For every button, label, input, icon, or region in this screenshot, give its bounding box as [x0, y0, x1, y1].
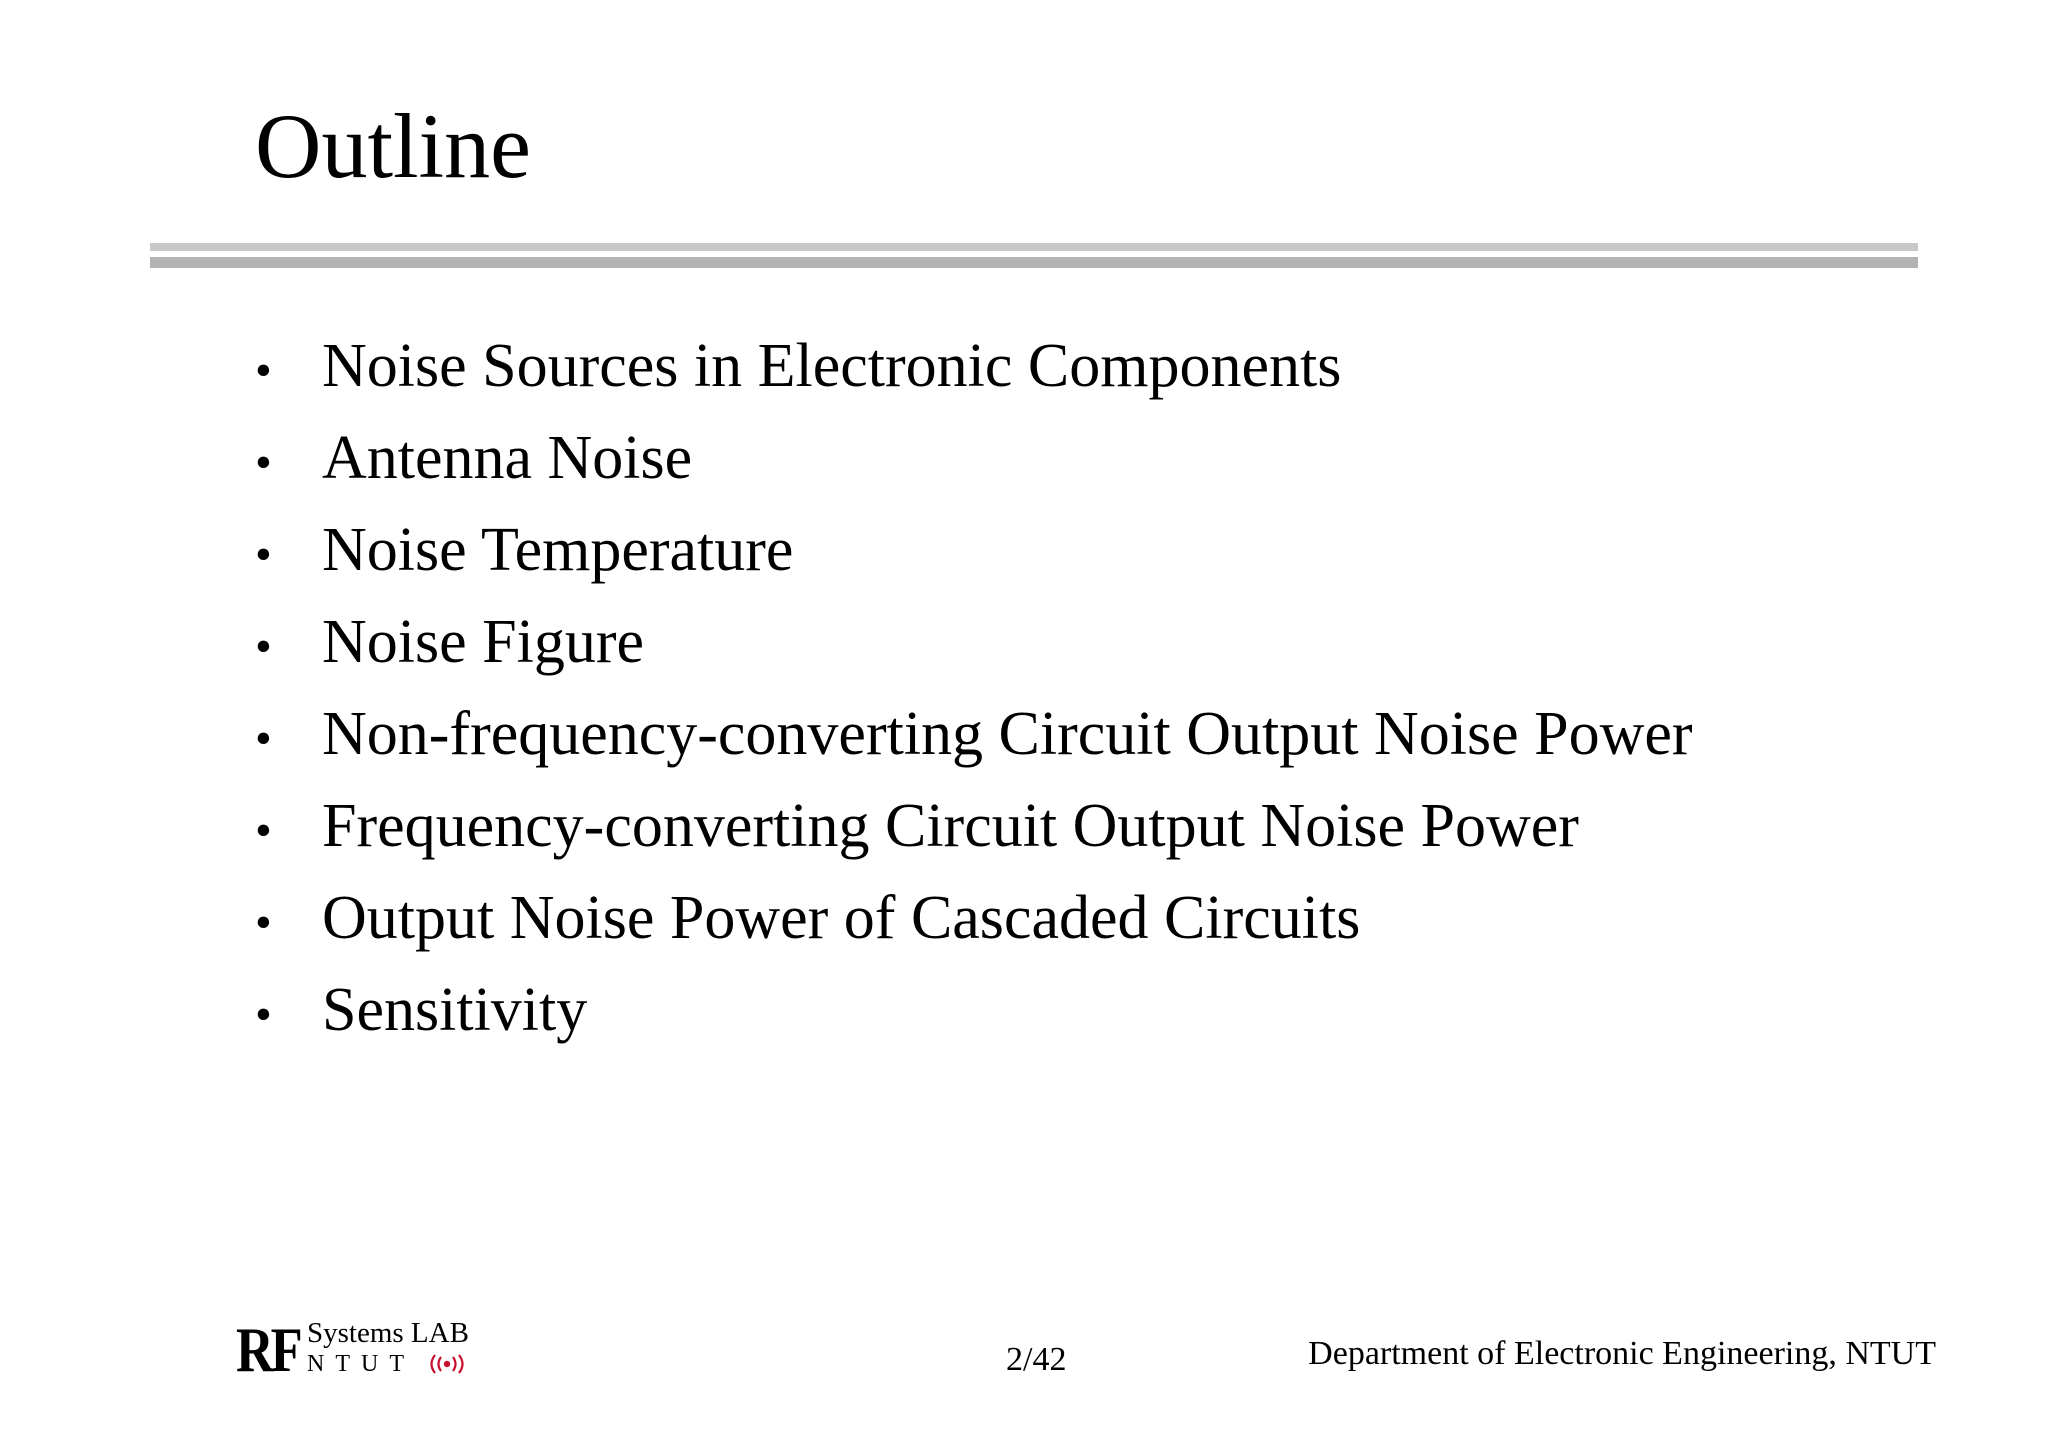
bullet-icon: •: [255, 712, 272, 765]
bullet-icon: •: [255, 896, 272, 949]
outline-item: [255, 320, 1693, 412]
outline-item-text: Non-frequency-converting Circuit Output Noise Power: [322, 700, 1693, 768]
outline-item-text: Antenna Noise: [322, 424, 693, 492]
logo-systems-text: Systems LAB: [307, 1317, 469, 1349]
bullet-icon: •: [255, 988, 272, 1041]
bullet-icon: •: [255, 528, 272, 581]
title-divider-top: [150, 243, 1918, 251]
outline-item: [255, 504, 1693, 596]
title-divider-bottom: [150, 257, 1918, 268]
outline-item: [255, 688, 1693, 780]
slide-title: Outline: [255, 95, 531, 197]
outline-item-text: Output Noise Power of Cascaded Circuits: [322, 884, 1361, 952]
department-footer: Department of Electronic Engineering, NTUT: [1308, 1335, 1936, 1372]
outline-item: [255, 780, 1693, 872]
page-number: 2/42: [1006, 1341, 1067, 1378]
outline-item: [255, 964, 1693, 1056]
logo-rf-text: RF: [236, 1314, 300, 1385]
bullet-icon: •: [255, 620, 272, 673]
outline-list: [255, 320, 1693, 1056]
outline-item-text: Frequency-converting Circuit Output Noise Power: [322, 792, 1579, 860]
outline-item-text: Sensitivity: [322, 976, 588, 1044]
rf-systems-lab-logo: [236, 1314, 496, 1385]
outline-item-text: Noise Sources in Electronic Components: [322, 332, 1342, 400]
outline-item-text: Noise Figure: [322, 608, 645, 676]
radio-wave-icon: [422, 1352, 472, 1376]
outline-item-text: Noise Temperature: [322, 516, 794, 584]
outline-item: [255, 596, 1693, 688]
outline-item: [255, 872, 1693, 964]
bullet-icon: •: [255, 804, 272, 857]
outline-item: [255, 412, 1693, 504]
bullet-icon: •: [255, 436, 272, 489]
logo-ntut-text: NTUT: [307, 1351, 415, 1377]
bullet-icon: •: [255, 344, 272, 397]
